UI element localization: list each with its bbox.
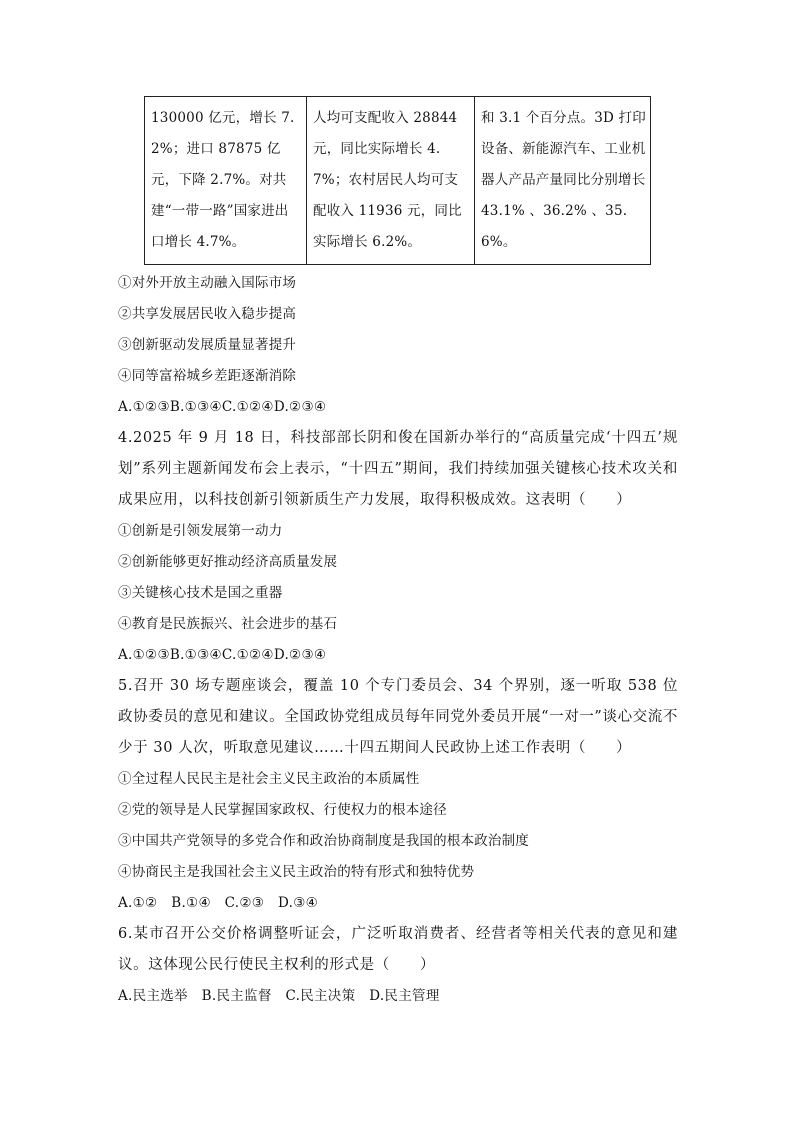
question-content bbox=[118, 268, 678, 1012]
option-2: ②创新能够更好推动经济高质量发展 bbox=[118, 554, 338, 570]
question-stem: 4.2025 年 9 月 18 日，科技部部长阴和俊在国新办举行的“高质量完成‘十四五’规划”系列主题新闻发布会上表示，“十四五”期间，我们持续加强关键核心技术攻关和成果应用，以科技创新引领新质生产力发展，取得积极成效。这表明（ ） bbox=[118, 430, 678, 508]
option-2: ②党的领导是人民掌握国家政权、行使权力的根本途径 bbox=[118, 802, 447, 818]
option-3: ③关键核心技术是国之重器 bbox=[118, 585, 283, 601]
answer-choices: A.①②③B.①③④C.①②④D.②③④ bbox=[118, 647, 327, 663]
table-cell-income: 人均可支配收入 28844 元，同比实际增长 4.7%；农村居民人均可支配收入 11936 元，同比实际增长 6.2%。 bbox=[307, 97, 475, 265]
question-stem: 5.召开 30 场专题座谈会，覆盖 10 个专门委员会、34 个界别，逐一听取 538 位政协委员的意见和建议。全国政协党组成员每年同党外委员开展“一对一”谈心交流不少于 30 人次，听取意见建议……十四五期间人民政协上述工作表明（ ） bbox=[118, 678, 678, 756]
option-1: ①全过程人民民主是社会主义民主政治的本质属性 bbox=[118, 771, 420, 787]
table-row bbox=[145, 97, 651, 265]
option-4: ④教育是民族振兴、社会进步的基石 bbox=[118, 616, 338, 632]
data-table bbox=[144, 96, 651, 265]
option-2: ②共享发展居民收入稳步提高 bbox=[118, 306, 297, 322]
question-5 bbox=[118, 671, 678, 919]
table-cell-industry: 和 3.1 个百分点。3D 打印设备、新能源汽车、工业机器人产品产量同比分别增长 43.1% 、36.2% 、35.6%。 bbox=[475, 97, 651, 265]
question-3-options bbox=[118, 268, 678, 423]
question-6 bbox=[118, 919, 678, 1012]
question-stem: 6.某市召开公交价格调整听证会，广泛听取消费者、经营者等相关代表的意见和建议。这体现公民行使民主权利的形式是（ ） bbox=[118, 926, 678, 973]
answer-choices: A.民主选举 B.民主监督 C.民主决策 D.民主管理 bbox=[118, 988, 440, 1004]
option-3: ③创新驱动发展质量显著提升 bbox=[118, 337, 297, 353]
table-cell-trade: 130000 亿元，增长 7.2%；进口 87875 亿元，下降 2.7%。对共建“一带一路”国家进出口增长 4.7%。 bbox=[145, 97, 307, 265]
option-4: ④协商民主是我国社会主义民主政治的特有形式和独特优势 bbox=[118, 864, 475, 880]
option-4: ④同等富裕城乡差距逐渐消除 bbox=[118, 368, 297, 384]
option-3: ③中国共产党领导的多党合作和政治协商制度是我国的根本政治制度 bbox=[118, 833, 529, 849]
option-1: ①创新是引领发展第一动力 bbox=[118, 523, 283, 539]
answer-choices: A.①②③B.①③④C.①②④D.②③④ bbox=[118, 399, 327, 415]
question-4 bbox=[118, 423, 678, 671]
answer-choices: A.①② B.①④ C.②③ D.③④ bbox=[118, 895, 319, 911]
option-1: ①对外开放主动融入国际市场 bbox=[118, 275, 297, 291]
